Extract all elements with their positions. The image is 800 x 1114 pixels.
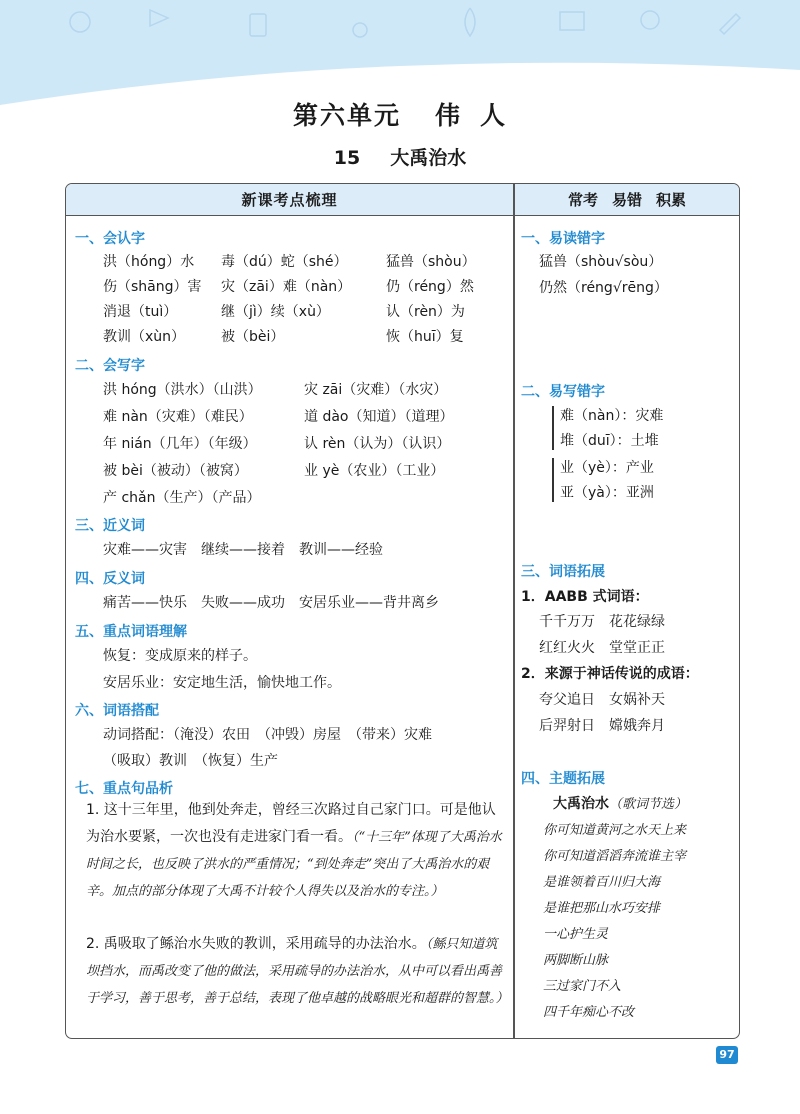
poem-title-text: 大禹治水 (553, 796, 609, 812)
expansion-item: 2．来源于神话传说的成语： (521, 666, 699, 682)
poem-line: 四千年痴心不改 (543, 1005, 635, 1020)
char-item: 灾（zāi）难（nàn） (221, 279, 352, 295)
miswrite-row: 业（yè）：产业 (560, 460, 654, 476)
poem-line: 你可知道黄河之水天上来 (543, 823, 687, 838)
write-row: 难 nàn（灾难）（难民） (103, 409, 253, 425)
unit-label: 第六单元 (292, 101, 401, 130)
section-title: 二、易写错字 (521, 384, 605, 400)
sentence-analysis-1 (86, 797, 506, 905)
expansion-words: 千千万万 花花绿绿 (539, 614, 665, 630)
lesson-name: 大禹治水 (390, 147, 467, 169)
poem-line: 两脚断山脉 (543, 953, 609, 968)
section-title: 二、会写字 (75, 358, 145, 374)
section-title: 六、词语搭配 (75, 703, 159, 719)
lesson-number: 15 (333, 147, 361, 169)
miswrite-row: 难（nàn）：灾难 (560, 408, 664, 424)
char-item: 教训（xùn） (103, 329, 186, 345)
char-row (386, 252, 476, 272)
lesson-title (0, 143, 800, 170)
header-tag-2: 易错 (611, 191, 642, 209)
char-row (103, 302, 177, 322)
char-item: 恢（huī）复 (386, 329, 464, 345)
antonym-row: 痛苦——快乐 失败——成功 安居乐业——背井离乡 (103, 595, 439, 611)
char-row (386, 277, 474, 297)
char-item: 消退（tuì） (103, 304, 178, 320)
char-row (221, 252, 348, 272)
top-banner (0, 0, 800, 110)
header-tag-1: 常考 (567, 191, 598, 209)
char-item: 猛兽（shòu） (386, 254, 476, 270)
char-item: 仍（réng）然 (386, 279, 474, 295)
char-row (221, 327, 284, 347)
study-table (65, 183, 740, 1039)
group-bracket (552, 406, 554, 450)
char-item: 毒（dú）蛇（shé） (221, 254, 348, 270)
char-item: 伤（shāng）害 (103, 279, 202, 295)
unit-theme-char-2: 人 (480, 101, 508, 130)
write-row: 年 nián（几年）（年级） (103, 436, 257, 452)
char-row (103, 327, 185, 347)
expansion-item: 1．AABB 式词语： (521, 589, 649, 605)
section-title: 五、重点词语理解 (75, 624, 187, 640)
expansion-words: 后羿射日 嫦娥奔月 (539, 718, 665, 734)
section-title: 四、反义词 (75, 571, 145, 587)
sentence-analysis-2 (86, 931, 509, 1012)
collocation-row: （吸取）教训 （恢复）生产 (103, 753, 278, 769)
char-row (386, 302, 465, 322)
poem-lines (543, 818, 686, 1026)
char-row (221, 302, 330, 322)
section-title: 三、词语拓展 (521, 564, 605, 580)
right-column-header (515, 184, 739, 216)
section-title: 三、近义词 (75, 518, 145, 534)
section-title: 一、易读错字 (521, 231, 605, 247)
left-column-header: 新课考点梳理 (241, 191, 338, 209)
collocation-row: 动词搭配：（淹没）农田 （冲毁）房屋 （带来）灾难 (103, 727, 432, 743)
write-row: 业 yè（农业）（工业） (304, 463, 445, 479)
char-row (103, 252, 194, 272)
explanation-row: 安居乐业：安定地生活，愉快地工作。 (103, 675, 341, 691)
write-row: 洪 hóng（洪水）（山洪） (103, 382, 262, 398)
sentence-note: （鲧只知道筑坝挡水，而禹改变了他的做法，采用疏导的办法治水，从中可以看出禹善于学习，善于思考，善于总结，表现了他卓越的战略眼光和超群的智慧。） (86, 937, 509, 1006)
char-item: 继（jì）续（xù） (221, 304, 330, 320)
sentence-text: 2. 禹吸取了鲧治水失败的教训，采用疏导的办法治水。 (86, 936, 426, 952)
banner-wave-graphic (0, 0, 800, 110)
expansion-words: 夸父追日 女娲补天 (539, 692, 665, 708)
poem-line: 是谁领着百川归大海 (543, 875, 661, 890)
section-title: 一、会认字 (75, 231, 145, 247)
write-row: 道 dào（知道）（道理） (304, 409, 454, 425)
section-title: 四、主题拓展 (521, 771, 605, 787)
unit-theme-char-1: 伟 (434, 101, 462, 130)
poem-line: 是谁把那山水巧安排 (543, 901, 661, 916)
write-row: 认 rèn（认为）（认识） (304, 436, 451, 452)
column-divider (513, 184, 515, 1038)
unit-title (0, 96, 800, 132)
char-row (221, 277, 351, 297)
char-row (103, 277, 202, 297)
misread-row: 猛兽（shòu√sòu） (539, 254, 663, 270)
poem-note: （歌词节选） (609, 797, 688, 812)
poem-title (553, 794, 687, 815)
page-number: 97 (716, 1046, 738, 1064)
sentence-text: 1. 这十三年里，他到处奔走，曾经三次路过自己家门口。可是他认为治水要紧，一次也没有走进家门看一看。 (86, 802, 496, 845)
header-tag-3: 积累 (656, 191, 687, 209)
expansion-words: 红红火火 堂堂正正 (539, 640, 665, 656)
write-row: 灾 zāi（灾难）（水灾） (304, 382, 448, 398)
explanation-row: 恢复：变成原来的样子。 (103, 648, 257, 664)
miswrite-row: 亚（yà）：亚洲 (560, 485, 654, 501)
group-bracket (552, 458, 554, 502)
char-row (386, 327, 464, 347)
char-item: 认（rèn）为 (386, 304, 465, 320)
poem-line: 三过家门不入 (543, 979, 622, 994)
poem-line: 一心护生灵 (543, 927, 609, 942)
section-title: 七、重点句品析 (75, 781, 173, 797)
write-row: 产 chǎn（生产）（产品） (103, 490, 261, 506)
miswrite-row: 堆（duī）：土堆 (560, 433, 659, 449)
write-row: 被 bèi（被动）（被窝） (103, 463, 248, 479)
misread-row: 仍然（réng√rēng） (539, 280, 668, 296)
sentence-note: （“十三年”体现了大禹治水时间之长，也反映了洪水的严重情况；“到处奔走”突出了大禹治水的艰辛。加点的部分体现了大禹不计较个人得失以及治水的专注。） (86, 830, 502, 899)
char-item: 被（bèi） (221, 329, 285, 345)
synonym-row: 灾难——灾害 继续——接着 教训——经验 (103, 542, 383, 558)
char-item: 洪（hóng）水 (103, 254, 195, 270)
poem-line: 你可知道滔滔奔流谁主宰 (543, 849, 687, 864)
